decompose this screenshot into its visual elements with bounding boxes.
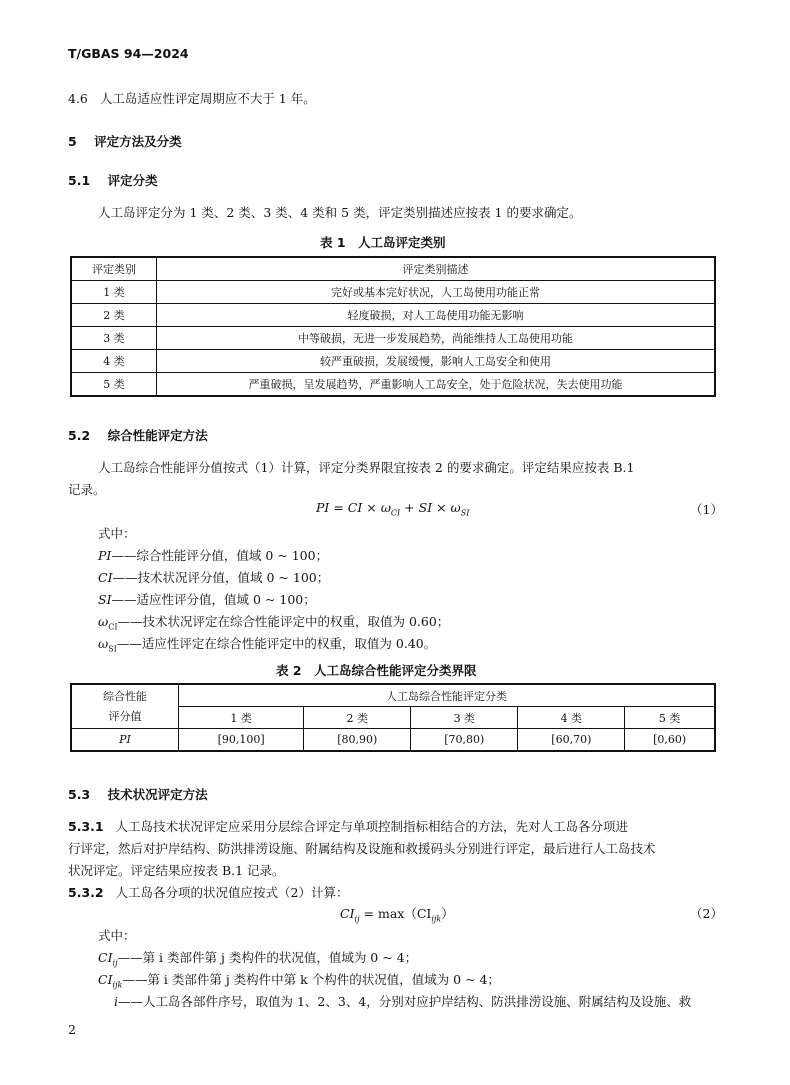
definition-text: ——技术状况评分值，值域 0 ~ 100；: [112, 570, 330, 585]
table-header-cell: 4 类: [518, 707, 625, 729]
formula-1: PI = CI × $\omega_{CI}$ + SI × $\omega_{SI}$: [316, 500, 470, 518]
definition-text: ——适应性评分值，值域 0 ~ 100；: [111, 592, 316, 607]
formula-subscript: CI: [390, 508, 401, 518]
table-row-header: [71, 684, 179, 729]
table-1-caption: 表 1 人工岛评定类别: [320, 235, 446, 250]
formula-subscript: ij: [354, 914, 360, 924]
section-5-1-heading: [68, 171, 158, 189]
definition-symbol: CI: [98, 950, 113, 965]
section-5-2-text-line1: 人工岛综合性能评分值按式（1）计算，评定分类界限宜按表 2 的要求确定。评定结果应按表 B.1: [98, 460, 635, 475]
formula-subscript: SI: [460, 508, 470, 518]
definition-text: ——综合性能评分值，值域 0 ~ 100；: [111, 548, 329, 563]
definition-text: ——人工岛各部件序号，取值为 1、2、3、4，分别对应护岸结构、防洪排涝设施、附属结构及设施、救: [118, 994, 692, 1009]
section-number: 5.2: [68, 428, 91, 443]
definition-symbol: ω: [98, 636, 109, 651]
section-5-1-text: 人工岛评定分为 1 类、2 类、3 类、4 类和 5 类，评定类别描述应按表 1 的要求确定。: [98, 205, 582, 220]
table-header-cell: 评定类别描述: [157, 257, 716, 281]
section-5-2-heading: [68, 426, 208, 444]
formula-symbol: CI: [347, 500, 363, 515]
row-header-line: 综合性能: [103, 689, 147, 703]
equation-number: （2）: [690, 906, 723, 921]
table-row: [71, 350, 715, 373]
table-cell: 完好或基本完好状况，人工岛使用功能正常: [157, 281, 716, 304]
formula-paren: ）: [441, 906, 454, 921]
clause-text: 人工岛各分项的状况值应按式（2）计算：: [115, 885, 349, 900]
table-cell: 中等破损，无进一步发展趋势，尚能维持人工岛使用功能: [157, 327, 716, 350]
definition-symbol: i: [114, 994, 118, 1009]
definition-text: ——第 i 类部件第 j 类构件中第 k 个构件的状况值，值域为 0 ~ 4；: [122, 972, 500, 987]
definition-symbol: CI: [98, 570, 113, 585]
table-group-header: 人工岛综合性能评定分类: [179, 684, 716, 707]
section-number: 5: [68, 134, 77, 149]
definition-text: ——适应性评定在综合性能评定中的权重，取值为 0.40。: [116, 636, 437, 651]
clause-5-3-1-line2: 行评定，然后对护岸结构、防洪排涝设施、附属结构及设施和救援码头分别进行评定，最后进行人工岛技术: [68, 841, 656, 856]
table-header-cell: 5 类: [625, 707, 715, 729]
section-number: 5.3: [68, 787, 91, 802]
table-cell: 2 类: [71, 304, 157, 327]
clause-number: 4.6: [68, 91, 88, 106]
section-title: 综合性能评定方法: [107, 428, 208, 443]
definition-item: [98, 590, 316, 608]
clause-text: 人工岛技术状况评定应采用分层综合评定与单项控制指标相结合的方法，先对人工岛各分项进: [115, 819, 629, 834]
definition-item: [114, 992, 691, 1010]
table-header-cell: 评定类别: [71, 257, 157, 281]
formula-2: $CI_{ij} = \max(CI_{ijk})$: [340, 906, 454, 924]
table-row: [71, 373, 715, 397]
definition-symbol: ω: [98, 614, 109, 629]
table-header-cell: 1 类: [179, 707, 304, 729]
definition-item: [98, 634, 436, 654]
section-5-2-text-line2: 记录。: [68, 482, 106, 497]
definition-item: [98, 612, 449, 632]
definition-item: [98, 970, 500, 990]
clause-5-3-1-line1: [68, 817, 628, 835]
table-row: [71, 304, 715, 327]
table-row: [71, 281, 715, 304]
section-5-heading: [68, 132, 182, 150]
definition-item: [98, 546, 328, 564]
clause-4-6: [68, 89, 316, 107]
clause-5-3-2: [68, 883, 348, 901]
definition-symbol: PI: [98, 548, 112, 563]
table-cell: [0,60): [625, 729, 715, 752]
section-title: 技术状况评定方法: [107, 787, 208, 802]
table-cell: 1 类: [71, 281, 157, 304]
definition-text: ——技术状况评定在综合性能评定中的权重，取值为 0.60；: [117, 614, 450, 629]
table-1: [70, 256, 716, 397]
table-2-caption: 表 2 人工岛综合性能评定分类界限: [276, 663, 477, 678]
table-cell: 较严重破损，发展缓慢，影响人工岛安全和使用: [157, 350, 716, 373]
formula-subscript: ijk: [431, 914, 442, 924]
definition-symbol: SI: [98, 592, 112, 607]
clause-text: 人工岛适应性评定周期应不大于 1 年。: [99, 91, 316, 106]
formula-symbol: CI: [340, 906, 355, 921]
definition-symbol: CI: [98, 972, 113, 987]
table-cell: 轻度破损，对人工岛使用功能无影响: [157, 304, 716, 327]
definition-subscript: CI: [108, 622, 118, 632]
table-header-cell: 3 类: [411, 707, 518, 729]
table-header-row: [71, 684, 715, 707]
equation-number: （1）: [690, 502, 723, 517]
table-cell: PI: [71, 729, 179, 752]
page-number: 2: [68, 1022, 76, 1037]
definition-subscript: SI: [108, 644, 117, 654]
formula-function: max（CI: [377, 906, 432, 921]
row-header-line: 评分值: [108, 709, 142, 723]
where-label: 式中：: [98, 928, 136, 943]
where-label: 式中：: [98, 526, 136, 541]
section-5-3-heading: [68, 785, 208, 803]
table-header-cell: 2 类: [304, 707, 411, 729]
table-cell: 4 类: [71, 350, 157, 373]
definition-subscript: ij: [112, 958, 118, 968]
document-header: T/GBAS 94—2024: [68, 46, 189, 61]
formula-symbol: PI: [316, 500, 330, 515]
definition-text: ——第 i 类部件第 j 类构件的状况值，值域为 0 ~ 4；: [117, 950, 418, 965]
table-header-row: [71, 257, 715, 281]
table-cell: 严重破损，呈发展趋势，严重影响人工岛安全，处于危险状况，失去使用功能: [157, 373, 716, 397]
table-2: [70, 683, 716, 752]
section-title: 评定方法及分类: [94, 134, 182, 149]
clause-5-3-1-line3: 状况评定。评定结果应按表 B.1 记录。: [68, 863, 285, 878]
definition-subscript: ijk: [112, 980, 123, 990]
table-cell: [60,70): [518, 729, 625, 752]
section-title: 评定分类: [107, 173, 158, 188]
definition-item: [98, 568, 329, 586]
table-cell: 5 类: [71, 373, 157, 397]
section-number: 5.1: [68, 173, 91, 188]
table-cell: [70,80): [411, 729, 518, 752]
definition-item: [98, 948, 417, 968]
formula-symbol: SI: [418, 500, 433, 515]
table-cell: 3 类: [71, 327, 157, 350]
clause-number: 5.3.2: [68, 885, 104, 900]
clause-number: 5.3.1: [68, 819, 104, 834]
table-cell: [90,100]: [179, 729, 304, 752]
table-row: [71, 729, 715, 752]
table-cell: [80,90): [304, 729, 411, 752]
table-row: [71, 327, 715, 350]
